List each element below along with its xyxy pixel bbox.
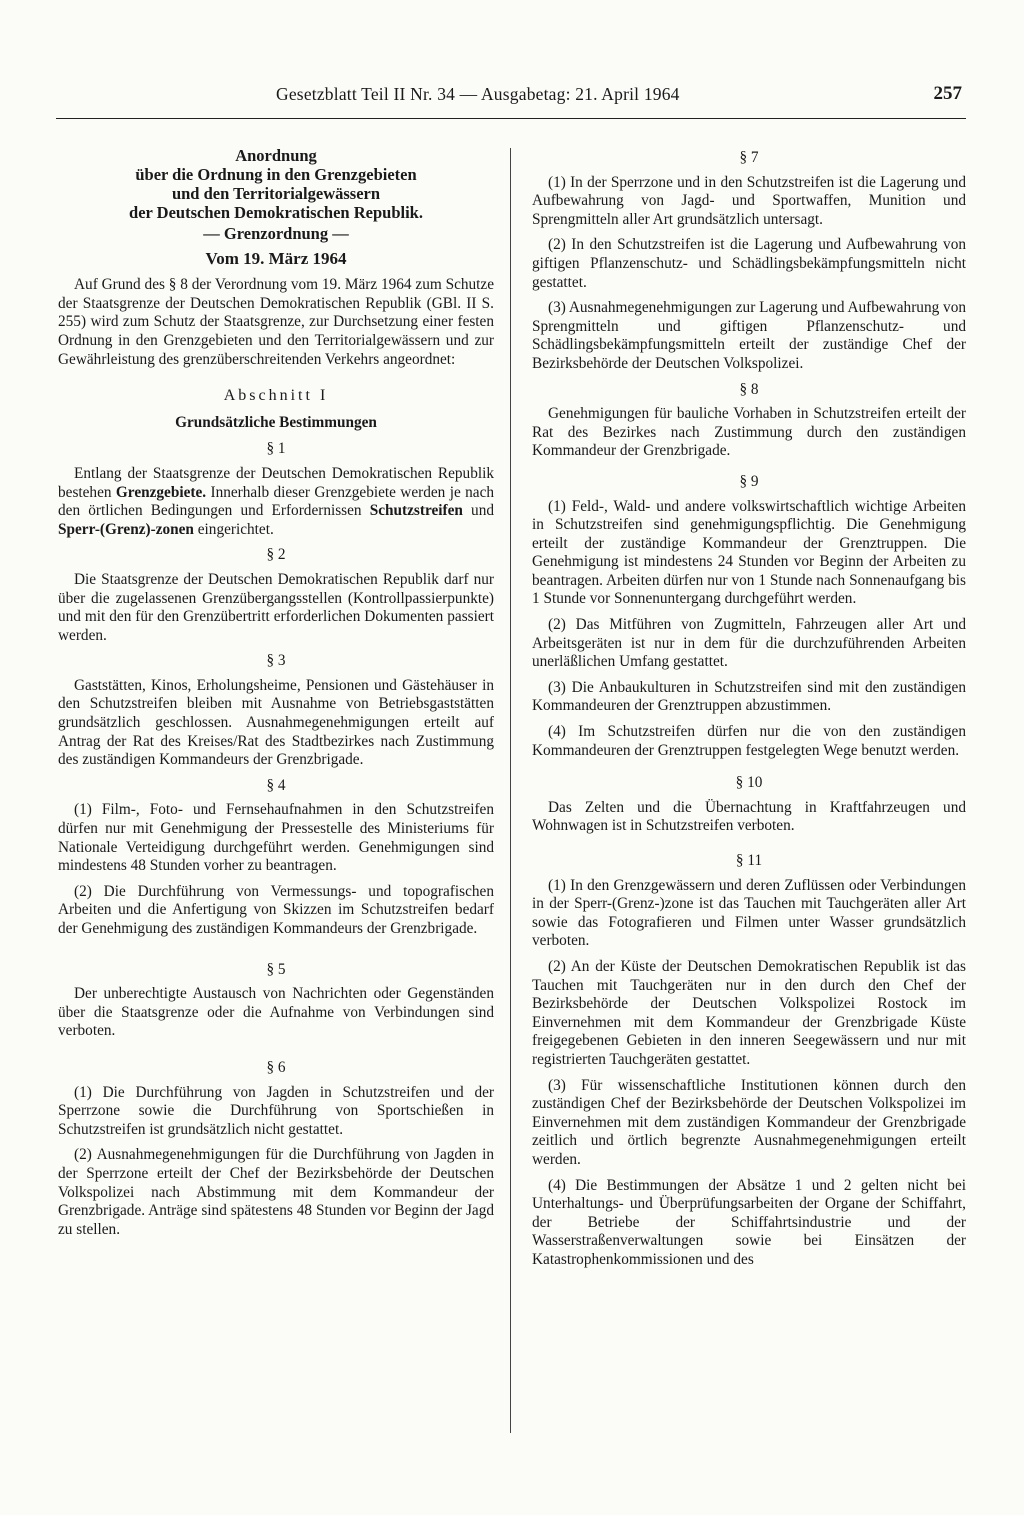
page-number: 257 — [933, 83, 962, 104]
title-line: über die Ordnung in den Grenzgebieten — [135, 165, 417, 184]
paragraph-2-text: Die Staatsgrenze der Deutschen Demokratischen Republik darf nur über die zugelassenen Grenzübergangsstellen (Kontrollpassierpunkte) und mit den für den Grenzübertritt erforderlichen Dokumenten passiert werden. — [58, 570, 494, 644]
paragraph-mark-1: § 1 — [266, 440, 286, 458]
paragraph-11-sub-2: (2) An der Küste der Deutschen Demokratischen Republik ist das Tauchen mit Tauchgeräten nur in den durch den Chef der Bezirksbehörde der Deutschen Volkspolizei Rostock im Einvernehmen mit dem Kommandeur der Grenzbrigade Küste freigegebenen Gebieten in den inneren Seegewässern und nur mit registrierten Tauchgeräten gestattet. — [532, 957, 966, 1068]
title-line: und den Territorialgewässern — [171, 184, 381, 203]
paragraph-mark-3: § 3 — [266, 652, 286, 670]
paragraph-mark-2: § 2 — [266, 546, 286, 564]
paragraph-4-sub-2: (2) Die Durchführung von Vermessungs- und topografischen Arbeiten und die Anfertigung von Skizzen im Schutzstreifen bedarf der Genehmigung des zuständigen Kommandeurs der Grenzbrigade. — [58, 882, 494, 937]
paragraph-5-text: Der unberechtigte Austausch von Nachrichten oder Gegenständen über die Staatsgrenze oder die Aufnahme von Verbindungen sind verboten. — [58, 985, 494, 1040]
paragraph-7-sub-1: (1) In der Sperrzone und in den Schutzstreifen ist die Lagerung und Aufbewahrung von Jagd- und Sportwaffen, Munition und Sprengmitteln aller Art grundsätzlich untersagt. — [532, 173, 966, 228]
section-subheading: Grundsätzliche Bestimmungen — [175, 413, 377, 431]
paragraph-11-sub-4: (4) Die Bestimmungen der Absätze 1 und 2 gelten nicht bei Unterhaltungs- und Überprüfungsarbeiten der Organe der Schiffahrt, der Betriebe der Schiffahrtsindustrie und der Wasserstraßenverwaltungen sowie bei Einsätzen der Katastrophenkommissionen und des — [532, 1176, 966, 1268]
left-column — [58, 146, 494, 1246]
paragraph-3-text: Gaststätten, Kinos, Erholungsheime, Pensionen und Gästehäuser in den Schutzstreifen bleiben mit Ausnahme von Betriebsgaststätten grundsätzlich geschlossen. Ausnahmegenehmigungen erteilt auf Antrag der Rat des Kreises/Rat des Stadtbezirkes nach Zustimmung des zuständigen Kommandeurs der Grenzbrigade. — [58, 676, 494, 769]
paragraph-9-sub-3: (3) Die Anbaukulturen in Schutzstreifen sind mit den zuständigen Kommandeuren der Grenztruppen abzustimmen. — [532, 678, 966, 715]
paragraph-mark-7: § 7 — [739, 149, 759, 166]
paragraph-1-text: Entlang der Staatsgrenze der Deutschen Demokratischen Republik bestehen Grenzgebiete. Innerhalb dieser Grenzgebiete werden je nach den örtlichen Bedingungen und Erfordernissen Schutzstreifen und Sperr-(Grenz)-zonen eingerichtet. — [58, 464, 495, 538]
paragraph-11-sub-3: (3) Für wissenschaftliche Institutionen können durch den zuständigen Chef der Bezirksbehörde der Deutschen Volkspolizei im Einvernehmen mit dem zuständigen Kommandeur der Grenzbrigade zeitlich und örtlich begrenzte Ausnahmegenehmigungen erteilt werden. — [532, 1076, 966, 1168]
paragraph-9-sub-4: (4) Im Schutzstreifen dürfen nur die von den zuständigen Kommandeuren der Grenztruppen festgelegten Wege benutzt werden. — [532, 723, 966, 759]
paragraph-4-sub-1: (1) Film-, Foto- und Fernsehaufnahmen in den Schutzstreifen dürfen nur mit Genehmigung der Pressestelle des Ministeriums für Nationale Verteidigung durchgeführt werden. Genehmigungen sind mindestens 48 Stunden vorher zu beantragen. — [58, 801, 494, 875]
paragraph-10-text: Das Zelten und die Übernachtung in Kraftfahrzeugen und Wohnwagen ist in Schutzstreifen verboten. — [532, 798, 966, 835]
column-divider — [510, 148, 511, 1433]
paragraph-mark-11: § 11 — [735, 852, 763, 869]
page-header — [56, 84, 966, 116]
title-line: Anordnung — [235, 146, 317, 165]
paragraph-mark-6: § 6 — [266, 1058, 286, 1076]
paragraph-6-sub-2: (2) Ausnahmegenehmigungen für die Durchführung von Jagden in der Sperrzone erteilt der Chef der Bezirksbehörde der Deutschen Volkspolizei nach Abstimmung mit dem Kommandeur der Grenzbrigade. Anträge sind spätestens 48 Stunden vor Beginn der Jagd zu stellen. — [58, 1146, 494, 1238]
paragraph-7-sub-2: (2) In den Schutzstreifen ist die Lagerung und Aufbewahrung von giftigen Pflanzenschutz- und Schädlingsbekämpfungsmitteln nicht gestattet. — [532, 236, 966, 291]
header-rule — [56, 118, 966, 119]
header-title: Gesetzblatt Teil II Nr. 34 — Ausgabetag: 21. April 1964 — [276, 84, 680, 104]
paragraph-6-sub-1: (1) Die Durchführung von Jagden in Schutzstreifen und der Sperrzone sowie die Durchführung von Sportschießen in Schutzstreifen ist grundsätzlich nicht gestattet. — [58, 1083, 494, 1138]
preamble: Auf Grund des § 8 der Verordnung vom 19. März 1964 zum Schutze der Staatsgrenze der Deutschen Demokratischen Republik (GBl. II S. 255) wird zum Schutz der Staatsgrenze, zur Durchsetzung einer festen Ordnung in den Grenzgebieten und den Territorialgewässern und zur Gewährleistung des grenzüberschreitenden Verkehrs angeordnet: — [58, 276, 494, 368]
short-title: — Grenzordnung — — [203, 224, 349, 243]
paragraph-7-sub-3: (3) Ausnahmegenehmigungen zur Lagerung und Aufbewahrung von Sprengmitteln und giftigen Pflanzenschutz- und Schädlingsbekämpfungsmitteln erteilt der zuständige Chef der Bezirksbehörde der Deutschen Volkspolizei. — [532, 299, 967, 372]
document-date: Vom 19. März 1964 — [205, 248, 347, 268]
paragraph-11-sub-1: (1) In den Grenzgewässern und deren Zuflüssen oder Verbindungen in der Sperr-(Grenz-)zone ist das Tauchen mit Tauchgeräten aller Art sowie das Fotografieren und Filmen unter Wasser grundsätzlich verboten. — [532, 876, 966, 950]
title-line: der Deutschen Demokratischen Republik. — [129, 203, 423, 222]
paragraph-mark-8: § 8 — [739, 380, 759, 398]
paragraph-9-sub-2: (2) Das Mitführen von Zugmitteln, Fahrzeugen aller Art und Arbeitsgeräten ist nur in dem für die durchzuführenden Arbeiten unerläßlichen Umfang gestattet. — [532, 616, 966, 671]
section-heading: Abschnitt I — [223, 387, 329, 405]
document-title — [58, 146, 494, 222]
paragraph-8-text: Genehmigungen für bauliche Vorhaben in Schutzstreifen erteilt der Rat des Bezirkes nach Zustimmung durch den zuständigen Kommandeur der Grenzbrigade. — [532, 405, 966, 460]
paragraph-mark-10: § 10 — [735, 774, 763, 792]
paragraph-9-sub-1: (1) Feld-, Wald- und andere volkswirtschaftlich wichtige Arbeiten in Schutzstreifen sind genehmigungspflichtig. Die Genehmigung erteilt der zuständige Kommandeur der Grenztruppen. Die Genehmigung ist mindestens 24 Stunden vor Beginn der Arbeiten zu beantragen. Arbeiten dürfen nur von 1 Stunde nach Sonnenaufgang bis 1 Stunde vor Sonnenuntergang durchgeführt werden. — [532, 497, 966, 608]
paragraph-mark-9: § 9 — [739, 472, 759, 490]
right-column — [532, 146, 966, 1276]
paragraph-mark-5: § 5 — [266, 960, 286, 978]
paragraph-mark-4: § 4 — [266, 776, 286, 794]
